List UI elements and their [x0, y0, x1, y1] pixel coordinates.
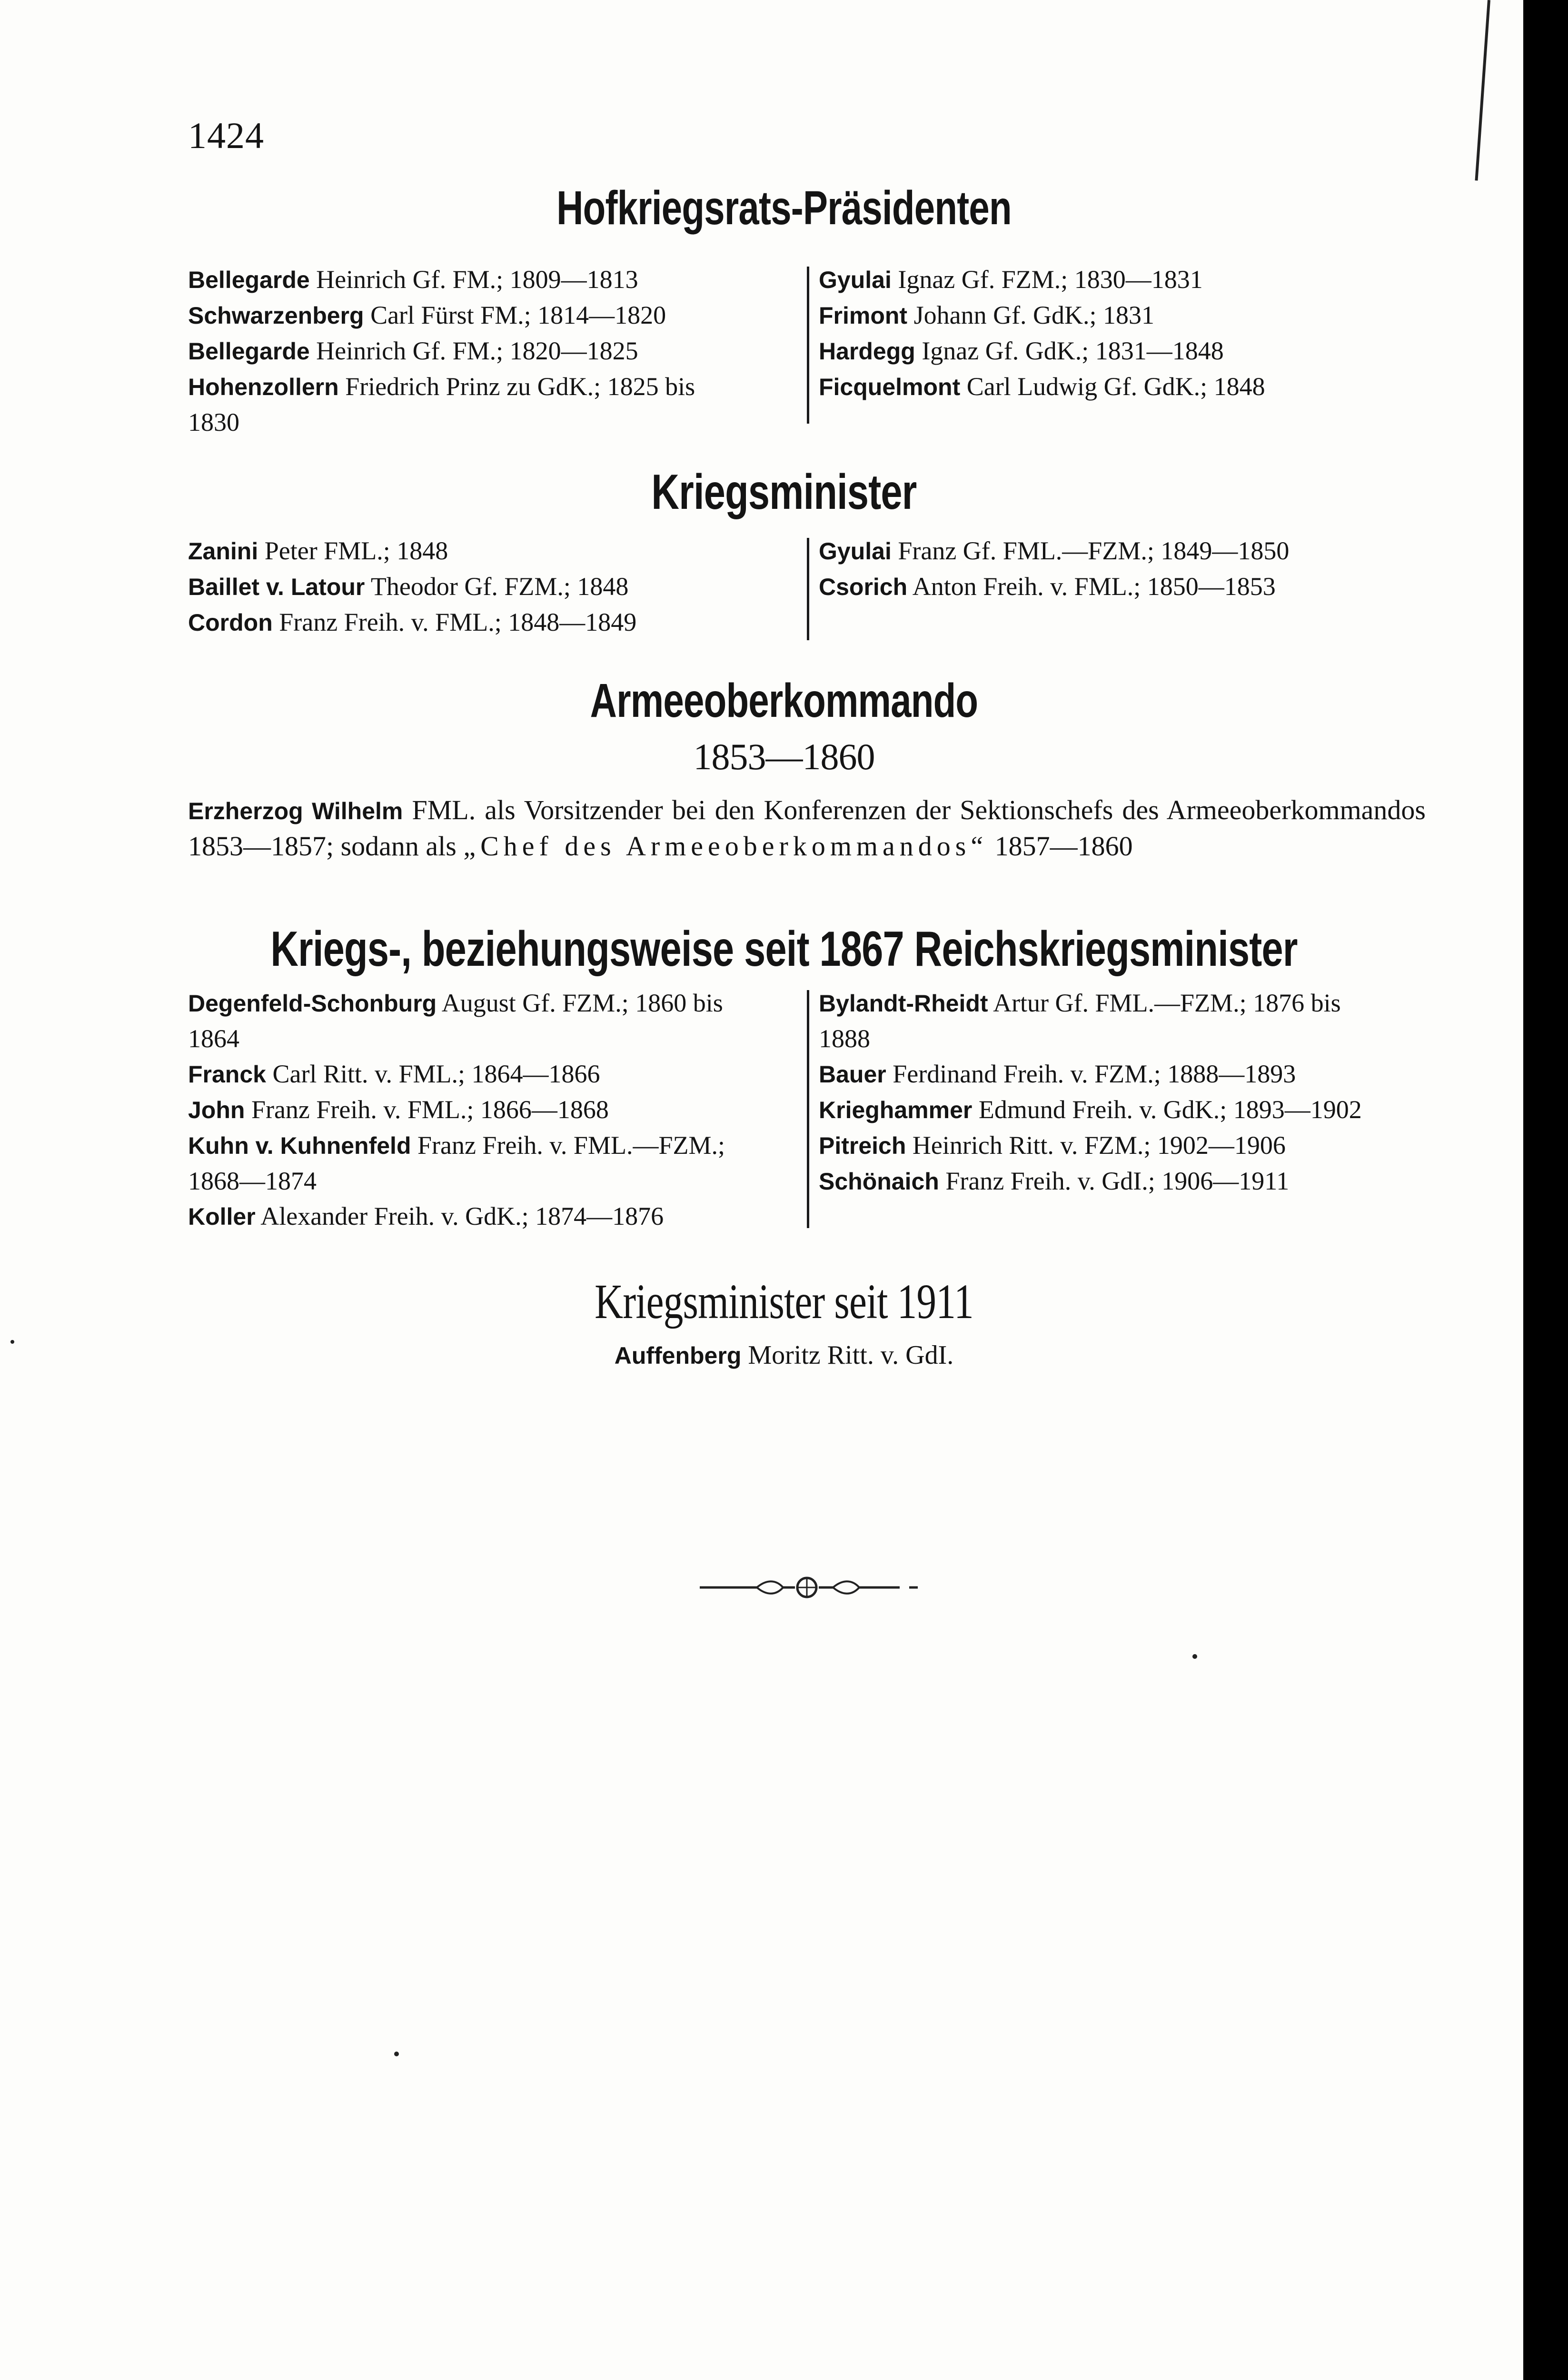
entry-name: Gyulai: [819, 538, 892, 565]
entry-name: Bellegarde: [188, 267, 310, 293]
entry-detail: Ferdinand Freih. v. FZM.; 1888—1893: [886, 1060, 1296, 1088]
entry-quote: „Chef des Armeeoberkommandos“: [463, 831, 988, 862]
list-item: [188, 1092, 793, 1128]
entry-name: Degenfeld-Schonburg: [188, 990, 437, 1017]
entry-detail: Heinrich Ritt. v. FZM.; 1902—1906: [906, 1131, 1286, 1160]
list-item: [819, 1163, 1438, 1199]
kriegsminister-left-column: [188, 533, 793, 640]
entry-name: Schwarzenberg: [188, 302, 364, 329]
entry-detail: Johann Gf. GdK.; 1831: [907, 301, 1155, 329]
list-item: [188, 569, 793, 605]
section-title-kriegsminister: Kriegsminister: [651, 465, 917, 520]
list-item-continuation: 1830: [188, 408, 239, 436]
entry-name: Schönaich: [819, 1168, 939, 1195]
page-number: 1424: [188, 115, 264, 156]
column-divider: [807, 538, 809, 640]
entry-name: Kuhn v. Kuhnenfeld: [188, 1132, 411, 1159]
entry-detail: Franz Gf. FML.—FZM.; 1849—1850: [891, 536, 1290, 565]
list-item: [819, 1056, 1438, 1092]
entry-name: Csorich: [819, 574, 908, 600]
reichskriegsminister-left-column: [188, 985, 793, 1234]
entry-detail: Carl Ludwig Gf. GdK.; 1848: [960, 372, 1265, 401]
list-item: [188, 533, 793, 569]
armeeoberkommando-paragraph: [188, 793, 1426, 864]
entry-detail: Moritz Ritt. v. GdI.: [741, 1340, 954, 1370]
entry-detail: Heinrich Gf. FM.; 1820—1825: [309, 337, 638, 365]
entry-name: Gyulai: [819, 267, 892, 293]
kriegsminister-right-column: [819, 533, 1438, 605]
section-title-kriegsminister-1911: Kriegsminister seit 1911: [595, 1274, 973, 1329]
entry-detail: Ignaz Gf. GdK.; 1831—1848: [915, 337, 1224, 365]
list-item: [819, 569, 1438, 605]
end-ornament-icon: [700, 1576, 919, 1599]
scan-speck: [1192, 1654, 1197, 1659]
scan-edge-mark: [1475, 0, 1490, 180]
reichskriegsminister-right-column: [819, 985, 1438, 1199]
entry-name: Krieghammer: [819, 1097, 973, 1123]
list-item: [819, 1092, 1438, 1128]
entry-name: John: [188, 1097, 245, 1123]
entry-name: Baillet v. Latour: [188, 574, 365, 600]
entry-detail-end: 1857—1860: [988, 831, 1133, 862]
section-title-reichskriegsminister: Kriegs-, beziehungsweise seit 1867 Reichskriegsminister: [270, 922, 1298, 977]
list-item: [188, 333, 793, 369]
entry-detail: Peter FML.; 1848: [258, 536, 448, 565]
list-item: [819, 985, 1438, 1021]
kriegsminister-1911-entry: [0, 1340, 1523, 1370]
entry-detail: Edmund Freih. v. GdK.; 1893—1902: [972, 1095, 1362, 1124]
list-item-continuation: 1868—1874: [188, 1167, 317, 1195]
entry-name: Bauer: [819, 1061, 886, 1088]
entry-name: Erzherzog Wilhelm: [188, 798, 403, 824]
hofkriegsrats-right-column: [819, 262, 1438, 405]
entry-detail: Anton Freih. v. FML.; 1850—1853: [907, 572, 1276, 601]
list-item-continuation: 1888: [819, 1024, 870, 1053]
entry-detail: FML. als Vorsitzender bei den Konferenzen der Sektionschefs des Armeeoberkommandos 1853—1857; sodann als: [188, 794, 1426, 862]
list-item: [188, 1056, 793, 1092]
section-title-hofkriegsrats: Hofkriegsrats-Präsidenten: [556, 181, 1012, 235]
column-divider: [807, 267, 809, 424]
section-title-armeeoberkommando: Armeeoberkommando: [590, 674, 978, 727]
entry-detail: Carl Fürst FM.; 1814—1820: [364, 301, 666, 329]
entry-name: Frimont: [819, 302, 908, 329]
hofkriegsrats-left-column: [188, 262, 793, 440]
list-item: [188, 1199, 793, 1234]
entry-detail: Franz Freih. v. FML.—FZM.;: [411, 1131, 725, 1160]
entry-detail: Theodor Gf. FZM.; 1848: [365, 572, 629, 601]
list-item: [188, 1128, 793, 1163]
list-item: [819, 369, 1438, 405]
list-item-continuation: 1864: [188, 1024, 239, 1053]
list-item: [819, 262, 1438, 298]
entry-detail: Friedrich Prinz zu GdK.; 1825 bis: [338, 372, 695, 401]
column-divider: [807, 990, 809, 1228]
entry-name: Cordon: [188, 609, 273, 636]
entry-detail: Franz Freih. v. FML.; 1866—1868: [245, 1095, 609, 1124]
entry-name: Ficquelmont: [819, 374, 961, 400]
scan-speck: [10, 1340, 14, 1344]
entry-name: Bellegarde: [188, 338, 310, 365]
list-item: [819, 333, 1438, 369]
list-item: [819, 298, 1438, 333]
entry-detail: Artur Gf. FML.—FZM.; 1876 bis: [988, 989, 1341, 1017]
entry-name: Pitreich: [819, 1132, 906, 1159]
list-item: [188, 298, 793, 333]
list-item: [188, 985, 793, 1021]
entry-detail: August Gf. FZM.; 1860 bis: [437, 989, 723, 1017]
entry-name: Franck: [188, 1061, 266, 1088]
entry-detail: Franz Freih. v. FML.; 1848—1849: [272, 608, 637, 636]
entry-detail: Carl Ritt. v. FML.; 1864—1866: [266, 1060, 600, 1088]
entry-detail: Heinrich Gf. FM.; 1809—1813: [309, 265, 638, 294]
list-item: [819, 1128, 1438, 1163]
entry-name: Auffenberg: [614, 1342, 742, 1369]
list-item: [188, 262, 793, 298]
list-item: [188, 605, 793, 640]
entry-detail: Ignaz Gf. FZM.; 1830—1831: [891, 265, 1203, 294]
entry-detail: Alexander Freih. v. GdK.; 1874—1876: [255, 1202, 664, 1230]
entry-name: Koller: [188, 1203, 256, 1230]
entry-name: Hohenzollern: [188, 374, 339, 400]
list-item: [188, 369, 793, 405]
section-years: 1853—1860: [693, 736, 875, 777]
scan-speck: [394, 2052, 399, 2056]
entry-name: Zanini: [188, 538, 258, 565]
entry-name: Bylandt-Rheidt: [819, 990, 988, 1017]
entry-name: Hardegg: [819, 338, 915, 365]
list-item: [819, 533, 1438, 569]
entry-detail: Franz Freih. v. GdI.; 1906—1911: [939, 1167, 1290, 1195]
